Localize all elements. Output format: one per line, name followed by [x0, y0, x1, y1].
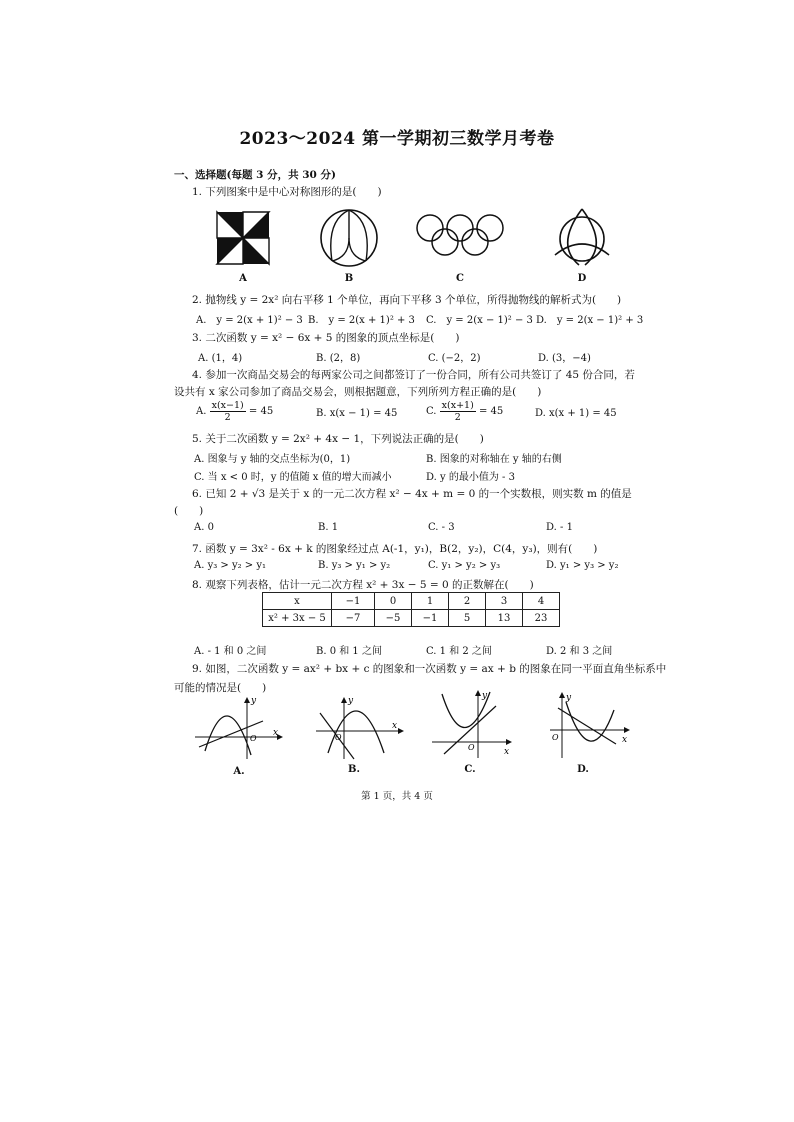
fraction: $\frac{x(x+1)}{2}$: [441, 400, 474, 423]
q9-label-a: A.: [233, 766, 245, 777]
svg-text:x: x: [504, 747, 510, 757]
q3-option-b: B. (2，8): [316, 353, 361, 364]
q8-option-a: A. - 1 和 0 之间: [194, 646, 267, 657]
q5-option-d: D. y 的最小值为 - 3: [426, 472, 515, 483]
q6-option-c: C. - 3: [428, 522, 455, 533]
q7-stem: 7. 函数 y = 3x² - 6x + k 的图象经过点 A(-1，y₁)，B(2，y₂)，C(4，y₃)，则有( ): [192, 543, 598, 555]
q5-option-c: C. 当 x < 0 时，y 的值随 x 值的增大而减小: [194, 472, 392, 483]
q8-option-b: B. 0 和 1 之间: [316, 646, 382, 657]
q3-option-d: D. (3，−4): [538, 353, 591, 364]
fraction: $\frac{x(x-1)}{2}$: [211, 400, 244, 423]
svg-text:y: y: [482, 691, 488, 701]
q7-option-c: C. y₁ > y₂ > y₃: [428, 560, 501, 571]
q9-graph-d: [548, 690, 632, 760]
table-cell: 0: [375, 593, 412, 610]
q1-label-d: D: [577, 273, 587, 284]
table-cell: 5: [449, 610, 486, 627]
q5-stem: 5. 关于二次函数 y = 2x² + 4x − 1，下列说法正确的是( ): [192, 433, 484, 445]
five-rings-figure: [414, 210, 506, 260]
svg-text:x: x: [392, 721, 398, 731]
q9-graph-b: [314, 695, 404, 761]
q2-option-c: C. y = 2(x − 1)² − 3: [426, 315, 533, 326]
q4-option-d: D. x(x + 1) = 45: [535, 408, 617, 419]
page-footer: 第 1 页，共 4 页: [361, 791, 433, 802]
svg-text:y: y: [348, 696, 354, 706]
q5-option-a: A. 图象与 y 轴的交点坐标为(0，1): [194, 454, 351, 465]
table-row: [263, 610, 560, 627]
svg-text:y: y: [566, 693, 572, 703]
section-heading: 一、选择题(每题 3 分，共 30 分): [174, 169, 336, 181]
q6-option-a: A. 0: [194, 522, 214, 533]
q9-graph-a: [193, 695, 283, 761]
q6-option-d: D. - 1: [546, 522, 573, 533]
q6-answer-paren: ( ): [174, 505, 204, 517]
q8-option-c: C. 1 和 2 之间: [426, 646, 492, 657]
table-cell: 2: [449, 593, 486, 610]
table-cell: −5: [375, 610, 412, 627]
q9-label-b: B.: [348, 764, 360, 775]
q9-stem-line2: 可能的情况是( ): [174, 682, 267, 694]
q9-label-d: D.: [577, 764, 589, 775]
q3-option-a: A. (1，4): [198, 353, 243, 364]
circle-arcs-figure: [318, 207, 380, 269]
q6-option-b: B. 1: [318, 522, 339, 533]
q1-label-c: C: [456, 273, 464, 284]
q7-option-b: B. y₃ > y₁ > y₂: [318, 560, 391, 571]
q4-stem-line1: 4. 参加一次商品交易会的每两家公司之间都签订了一份合同，所有公司共签订了 45 份合同，若: [192, 369, 635, 381]
svg-text:O: O: [335, 733, 342, 742]
table-cell: x: [263, 593, 332, 610]
page-title: 2023～2024 第一学期初三数学月考卷: [239, 129, 555, 149]
svg-text:O: O: [468, 743, 475, 752]
triquetra-figure: [549, 205, 615, 269]
table-row: [263, 593, 560, 610]
q7-option-d: D. y₁ > y₃ > y₂: [546, 560, 619, 571]
q4-option-b: B. x(x − 1) = 45: [316, 408, 398, 419]
table-cell: 13: [486, 610, 523, 627]
table-cell: −7: [332, 610, 375, 627]
table-cell: −1: [412, 610, 449, 627]
table-cell: 23: [523, 610, 560, 627]
table-cell: 3: [486, 593, 523, 610]
svg-text:O: O: [552, 733, 559, 742]
q9-graph-c: [430, 688, 514, 760]
svg-text:x: x: [273, 728, 279, 738]
q2-option-b: B. y = 2(x + 1)² + 3: [308, 315, 415, 326]
values-table: [262, 592, 560, 627]
q2-option-d: D. y = 2(x − 1)² + 3: [536, 315, 644, 326]
q2-stem: 2. 抛物线 y = 2x² 向右平移 1 个单位，再向下平移 3 个单位，所得抛物线的解析式为( ): [192, 294, 622, 306]
q3-option-c: C. (−2，2): [428, 353, 481, 364]
q2-option-a: A. y = 2(x + 1)² − 3: [196, 315, 303, 326]
table-cell: 4: [523, 593, 560, 610]
q9-label-c: C.: [464, 764, 476, 775]
q8-option-d: D. 2 和 3 之间: [546, 646, 613, 657]
q6-stem: 6. 已知 2 + √3 是关于 x 的一元二次方程 x² − 4x + m = 0 的一个实数根，则实数 m 的值是: [192, 488, 632, 500]
table-cell: x² + 3x − 5: [263, 610, 332, 627]
q1-label-b: B: [344, 273, 354, 284]
q7-option-a: A. y₃ > y₂ > y₁: [194, 560, 267, 571]
table-cell: −1: [332, 593, 375, 610]
q9-stem-line1: 9. 如图，二次函数 y = ax² + bx + c 的图象和一次函数 y = ax + b 的图象在同一平面直角坐标系中: [192, 663, 667, 675]
q3-stem: 3. 二次函数 y = x² − 6x + 5 的图象的顶点坐标是( ): [192, 332, 460, 344]
svg-text:y: y: [251, 696, 257, 706]
q4-option-a: A. $\frac{x(x-1)}{2}$ = 45: [196, 400, 274, 423]
svg-text:x: x: [622, 735, 628, 745]
table-cell: 1: [412, 593, 449, 610]
q1-label-a: A: [239, 273, 247, 284]
svg-text:O: O: [250, 734, 257, 743]
q5-option-b: B. 图象的对称轴在 y 轴的右侧: [426, 454, 562, 465]
pinwheel-figure: [212, 207, 274, 269]
q8-stem: 8. 观察下列表格，估计一元二次方程 x² + 3x − 5 = 0 的正数解在( ): [192, 579, 534, 591]
q4-stem-line2: 设共有 x 家公司参加了商品交易会，则根据题意，下列所列方程正确的是( ): [174, 386, 542, 398]
q4-option-c: C. $\frac{x(x+1)}{2}$ = 45: [426, 400, 504, 423]
q1-stem: 1. 下列图案中是中心对称图形的是( ): [192, 186, 382, 198]
